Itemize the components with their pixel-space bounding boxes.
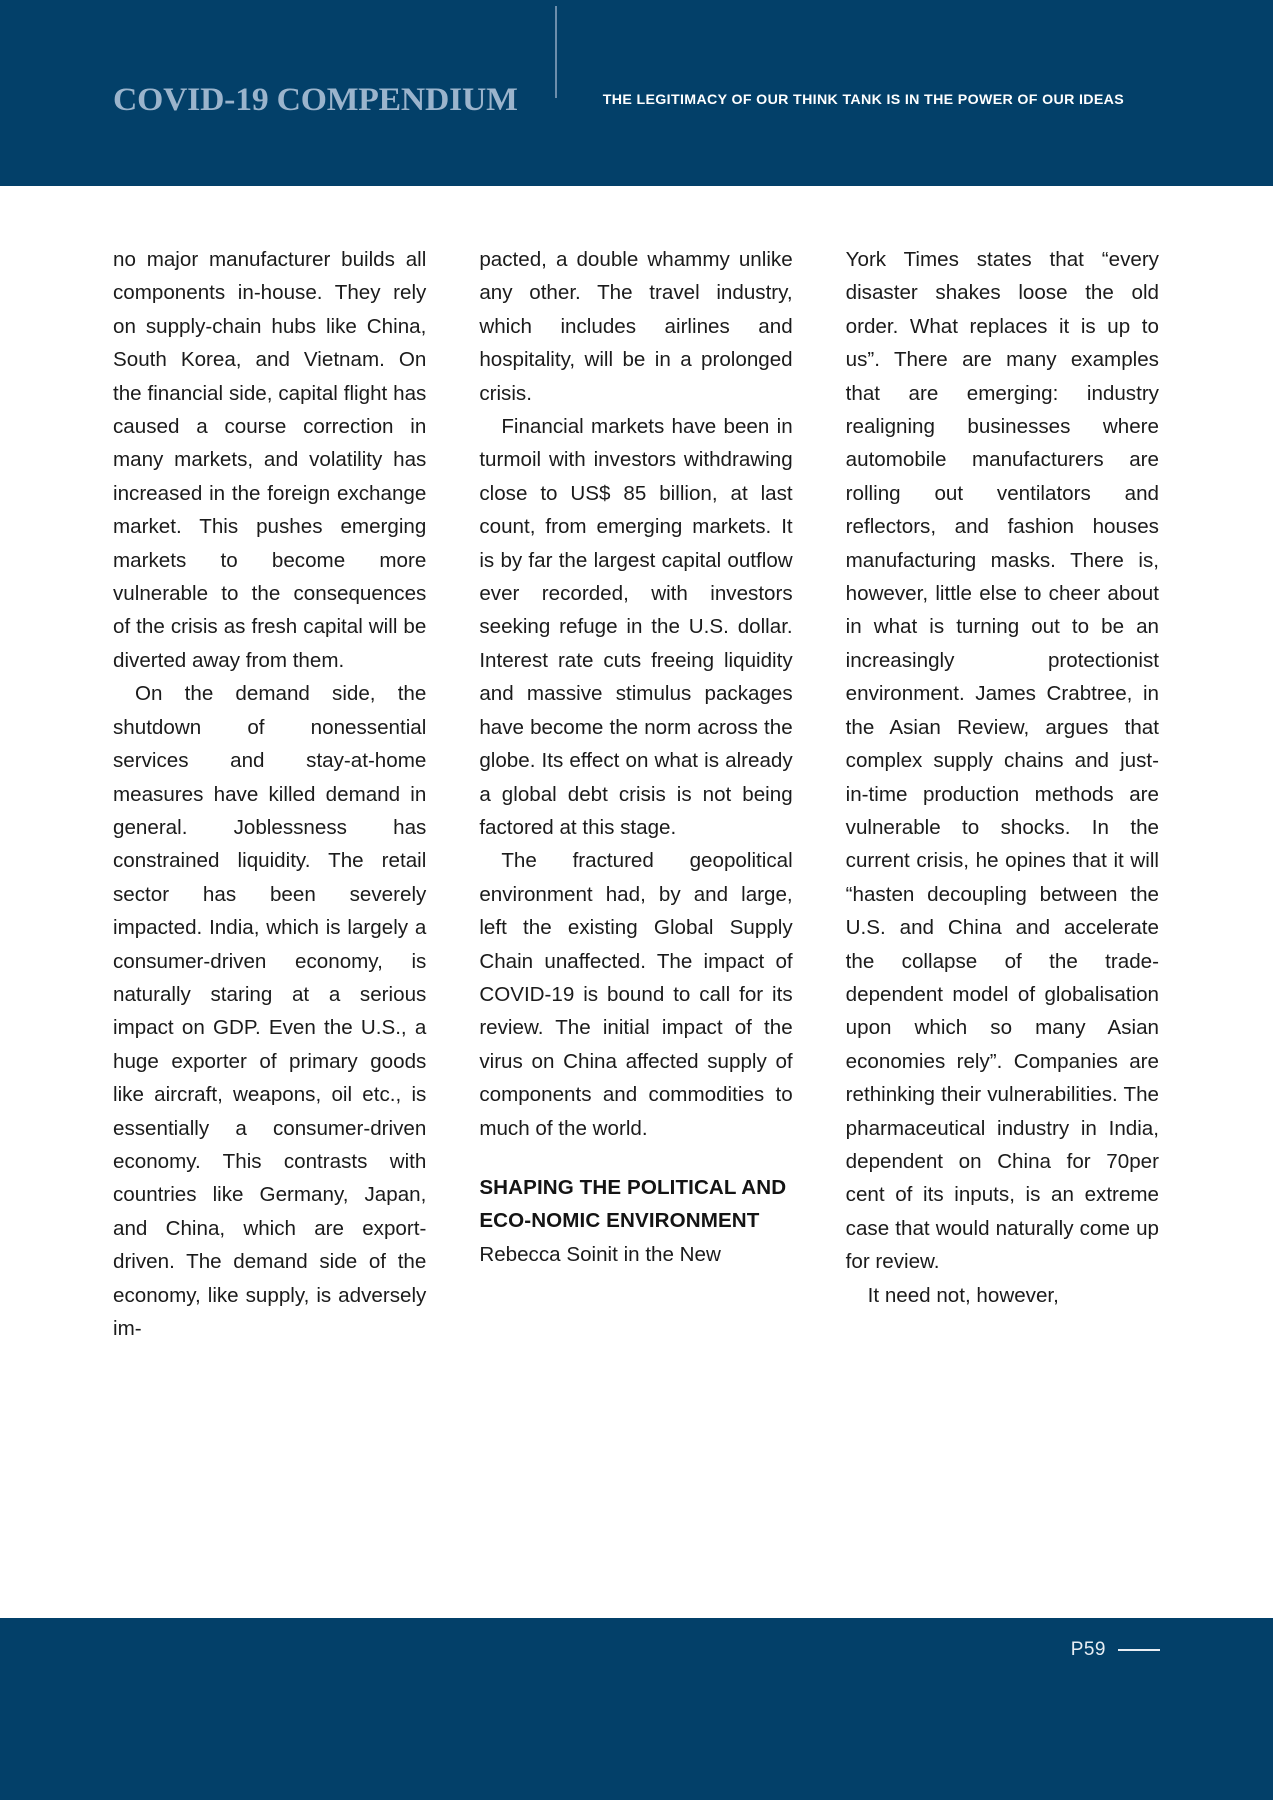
page-footer-band (0, 1618, 1273, 1800)
paragraph: no major manufacturer builds all components in-house. They rely on supply-chain hubs like China, South Korea, and Vietnam. On the financial side, capital flight has caused a course correction in many markets, and volatility has increased in the foreign exchange market. This pushes emerging markets to become more vulnerable to the consequences of the crisis as fresh capital will be diverted away from them. (113, 248, 427, 672)
text-column-1 (113, 243, 426, 1588)
header-tagline: THE LEGITIMACY OF OUR THINK TANK IS IN THE POWER OF OUR IDEAS (602, 91, 1125, 108)
paragraph: It need not, however, (867, 1283, 1059, 1307)
paragraph: pacted, a double whammy unlike any other. The travel industry, which includes airlines and hospitality, will be in a prolonged crisis. (479, 248, 793, 405)
footer-content (1071, 1640, 1160, 1659)
paragraph: Financial markets have been in turmoil with investors withdrawing close to US$ 85 billion, at last count, from emerging markets. It is by far the largest capital outflow ever recorded, with investors seeking refuge in the U.S. dollar. Interest rate cuts freeing liquidity and massive stimulus packages have become the norm across the globe. Its effect on what is already a global debt crisis is not being factored at this stage. (479, 415, 793, 839)
header-vertical-divider (555, 6, 557, 98)
section-heading: SHAPING THE POLITICAL AND ECO-NOMIC ENVIRONMENT (479, 1175, 787, 1233)
paragraph: On the demand side, the shutdown of nonessential services and stay-at-home measures have killed demand in general. Joblessness has constrained liquidity. The retail sector has been severely impacted. India, which is largely a consumer-driven economy, is naturally staring at a serious impact on GDP. Even the U.S., a huge exporter of primary goods like aircraft, weapons, oil etc., is essentially a consumer-driven economy. This contrasts with countries like Germany, Japan, and China, which are export-driven. The demand side of the economy, like supply, is adversely im- (113, 682, 427, 1340)
masthead-title: COVID-19 COMPENDIUM (113, 81, 518, 118)
text-column-2 (479, 243, 792, 1588)
page-number: P59 (1070, 1639, 1106, 1660)
paragraph: York Times states that “every disaster shakes loose the old order. What replaces it is up to us”. There are many examples that are emerging: industry realigning businesses where automobile manufacturers are rolling out ventilators and reflectors, and fashion houses manufacturing masks. There is, however, little else to cheer about in what is turning out to be an increasingly protectionist environment. James Crabtree, in the Asian Review, argues that complex supply chains and just-in-time production methods are vulnerable to shocks. In the current crisis, he opines that it will “hasten decoupling between the U.S. and China and accelerate the collapse of the trade-dependent model of globalisation upon which so many Asian economies rely”. Companies are rethinking their vulnerabilities. The pharmaceutical industry in India, dependent on China for 70per cent of its inputs, is an extreme case that would naturally come up for review. (845, 248, 1159, 1274)
header-content (0, 54, 1124, 146)
paragraph: The fractured geopolitical environment had, by and large, left the existing Global Supply Chain unaffected. The impact of COVID-19 is bound to call for its review. The initial impact of the virus on China affected supply of components and commodities to much of the world. (479, 849, 793, 1140)
text-column-3 (846, 243, 1159, 1588)
page-header-band (0, 0, 1273, 186)
footer-dash-rule (1118, 1649, 1160, 1651)
article-body (113, 243, 1159, 1588)
paragraph: Rebecca Soinit in the New (479, 1242, 721, 1266)
